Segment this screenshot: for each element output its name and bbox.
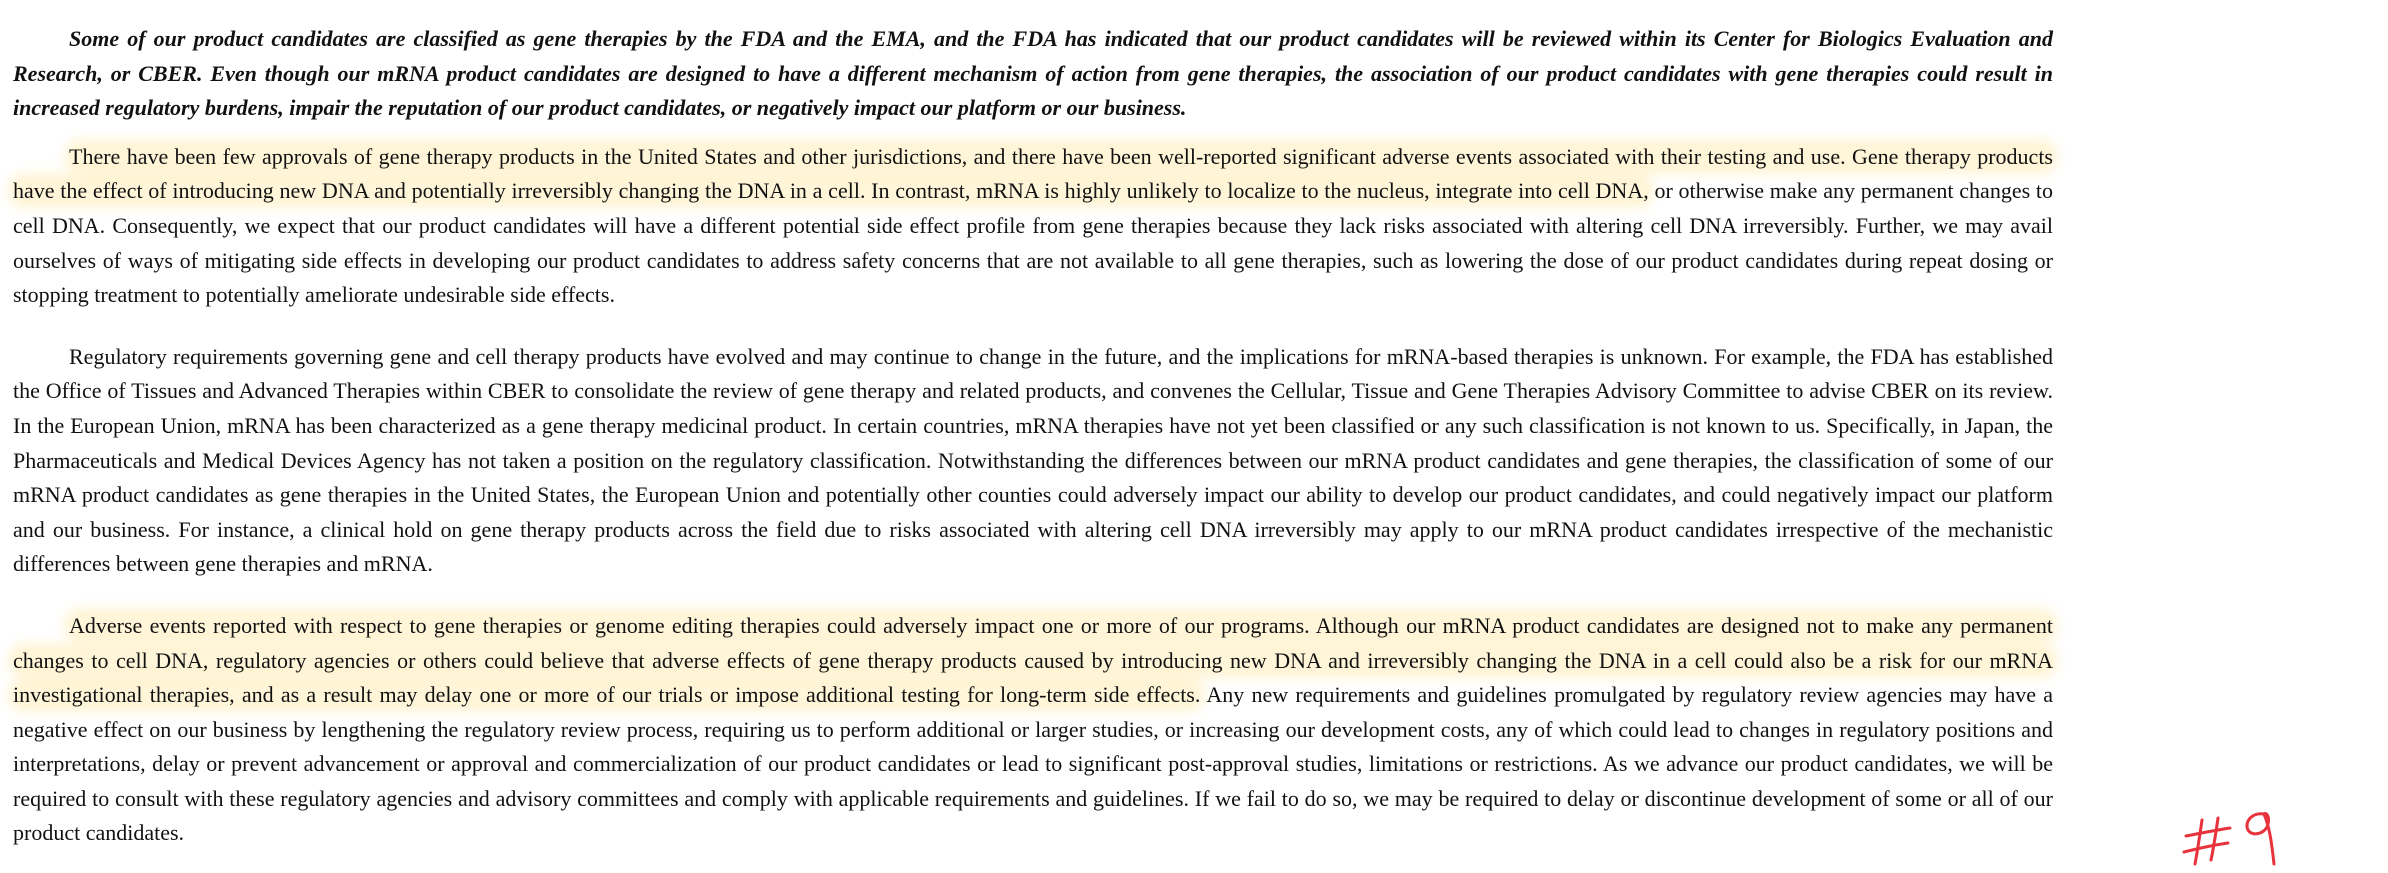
paragraph-text: or otherwise make any permanent changes to cell DNA. Consequently, we expect that our product candidates will have a different potential side effect profile from gene therapies because they lack risks associated with altering cell DNA irreversibly. Further, we may avail ourselves of ways of mitigating side effects in developing our product candidates to address safety concerns that are not available to all gene therapies, such as lowering the dose of our product candidates during repeat dosing or stopping treatment to potentially ameliorate undesirable side effects. [13, 178, 2053, 308]
document-body [13, 22, 2053, 851]
annotation-stroke [2184, 813, 2274, 864]
paragraph-regulatory-requirements: Regulatory requirements governing gene and cell therapy products have evolved and may continue to change in the future, and the implications for mRNA-based therapies is unknown. For example, the FDA has established the Office of Tissues and Advanced Therapies within CBER to consolidate the review of gene therapy and related products, and convenes the Cellular, Tissue and Gene Therapies Advisory Committee to advise CBER on its review. In the European Union, mRNA has been characterized as a gene therapy medicinal product. In certain countries, mRNA therapies have not yet been classified or any such classification is not known to us. Specifically, in Japan, the Pharmaceuticals and Medical Devices Agency has not taken a position on the regulatory classification. Notwithstanding the differences between our mRNA product candidates and gene therapies, the classification of some of our mRNA product candidates as gene therapies in the United States, the European Union and potentially other counties could adversely impact our ability to develop our product candidates, and could negatively impact our platform and our business. For instance, a clinical hold on gene therapy products across the field due to risks associated with altering cell DNA irreversibly may apply to our mRNA product candidates irrespective of the mechanistic differences between gene therapies and mRNA. [13, 343, 2053, 577]
paragraph-text: Any new requirements and guidelines promulgated by regulatory review agencies may have a negative effect on our business by lengthening the regulatory review process, requiring us to perform additional or larger studies, or increasing our development costs, any of which could lead to changes in regulatory positions and interpretations, delay or prevent advancement or approval and commercialization of our product candidates or lead to significant post-approval studies, limitations or restrictions. As we advance our product candidates, we will be required to consult with these regulatory agencies and advisory committees and comply with applicable requirements and guidelines. If we fail to do so, we may be required to delay or discontinue development of some or all of our product candidates. [13, 682, 2053, 846]
handwritten-annotation [2180, 806, 2290, 870]
paragraph-gene-therapy-approvals [13, 140, 2053, 313]
highlighted-passage: Adverse events reported with respect to gene therapies or genome editing therapies could adversely impact one or more of our programs. Although our mRNA product candidates are designed not to make any permanent changes to cell DNA, regulatory agencies or others could believe that adverse effects of gene therapy products caused by introducing new DNA and irreversibly changing the DNA in a cell could also be a risk for our mRNA investigational therapies, and as a result may delay one or more of our trials or impose additional testing for long-term side effects. [13, 612, 2053, 708]
highlighted-passage: There have been few approvals of gene therapy products in the United States and other jurisdictions, and there have been well-reported significant adverse events associated with their testing and use. Gene therapy products have the effect of introducing new DNA and potentially irreversibly changing the DNA in a cell. In contrast, mRNA is highly unlikely to localize to the nucleus, integrate into cell DNA, [13, 143, 2053, 204]
risk-factor-heading: Some of our product candidates are classified as gene therapies by the FDA and the EMA, and the FDA has indicated that our product candidates will be reviewed within its Center for Biologics Evaluation and Research, or CBER. Even though our mRNA product candidates are designed to have a different mechanism of action from gene therapies, the association of our product candidates with gene therapies could result in increased regulatory burdens, impair the reputation of our product candidates, or negatively impact our platform or our business. [13, 26, 2053, 121]
paragraph-adverse-events [13, 609, 2053, 851]
